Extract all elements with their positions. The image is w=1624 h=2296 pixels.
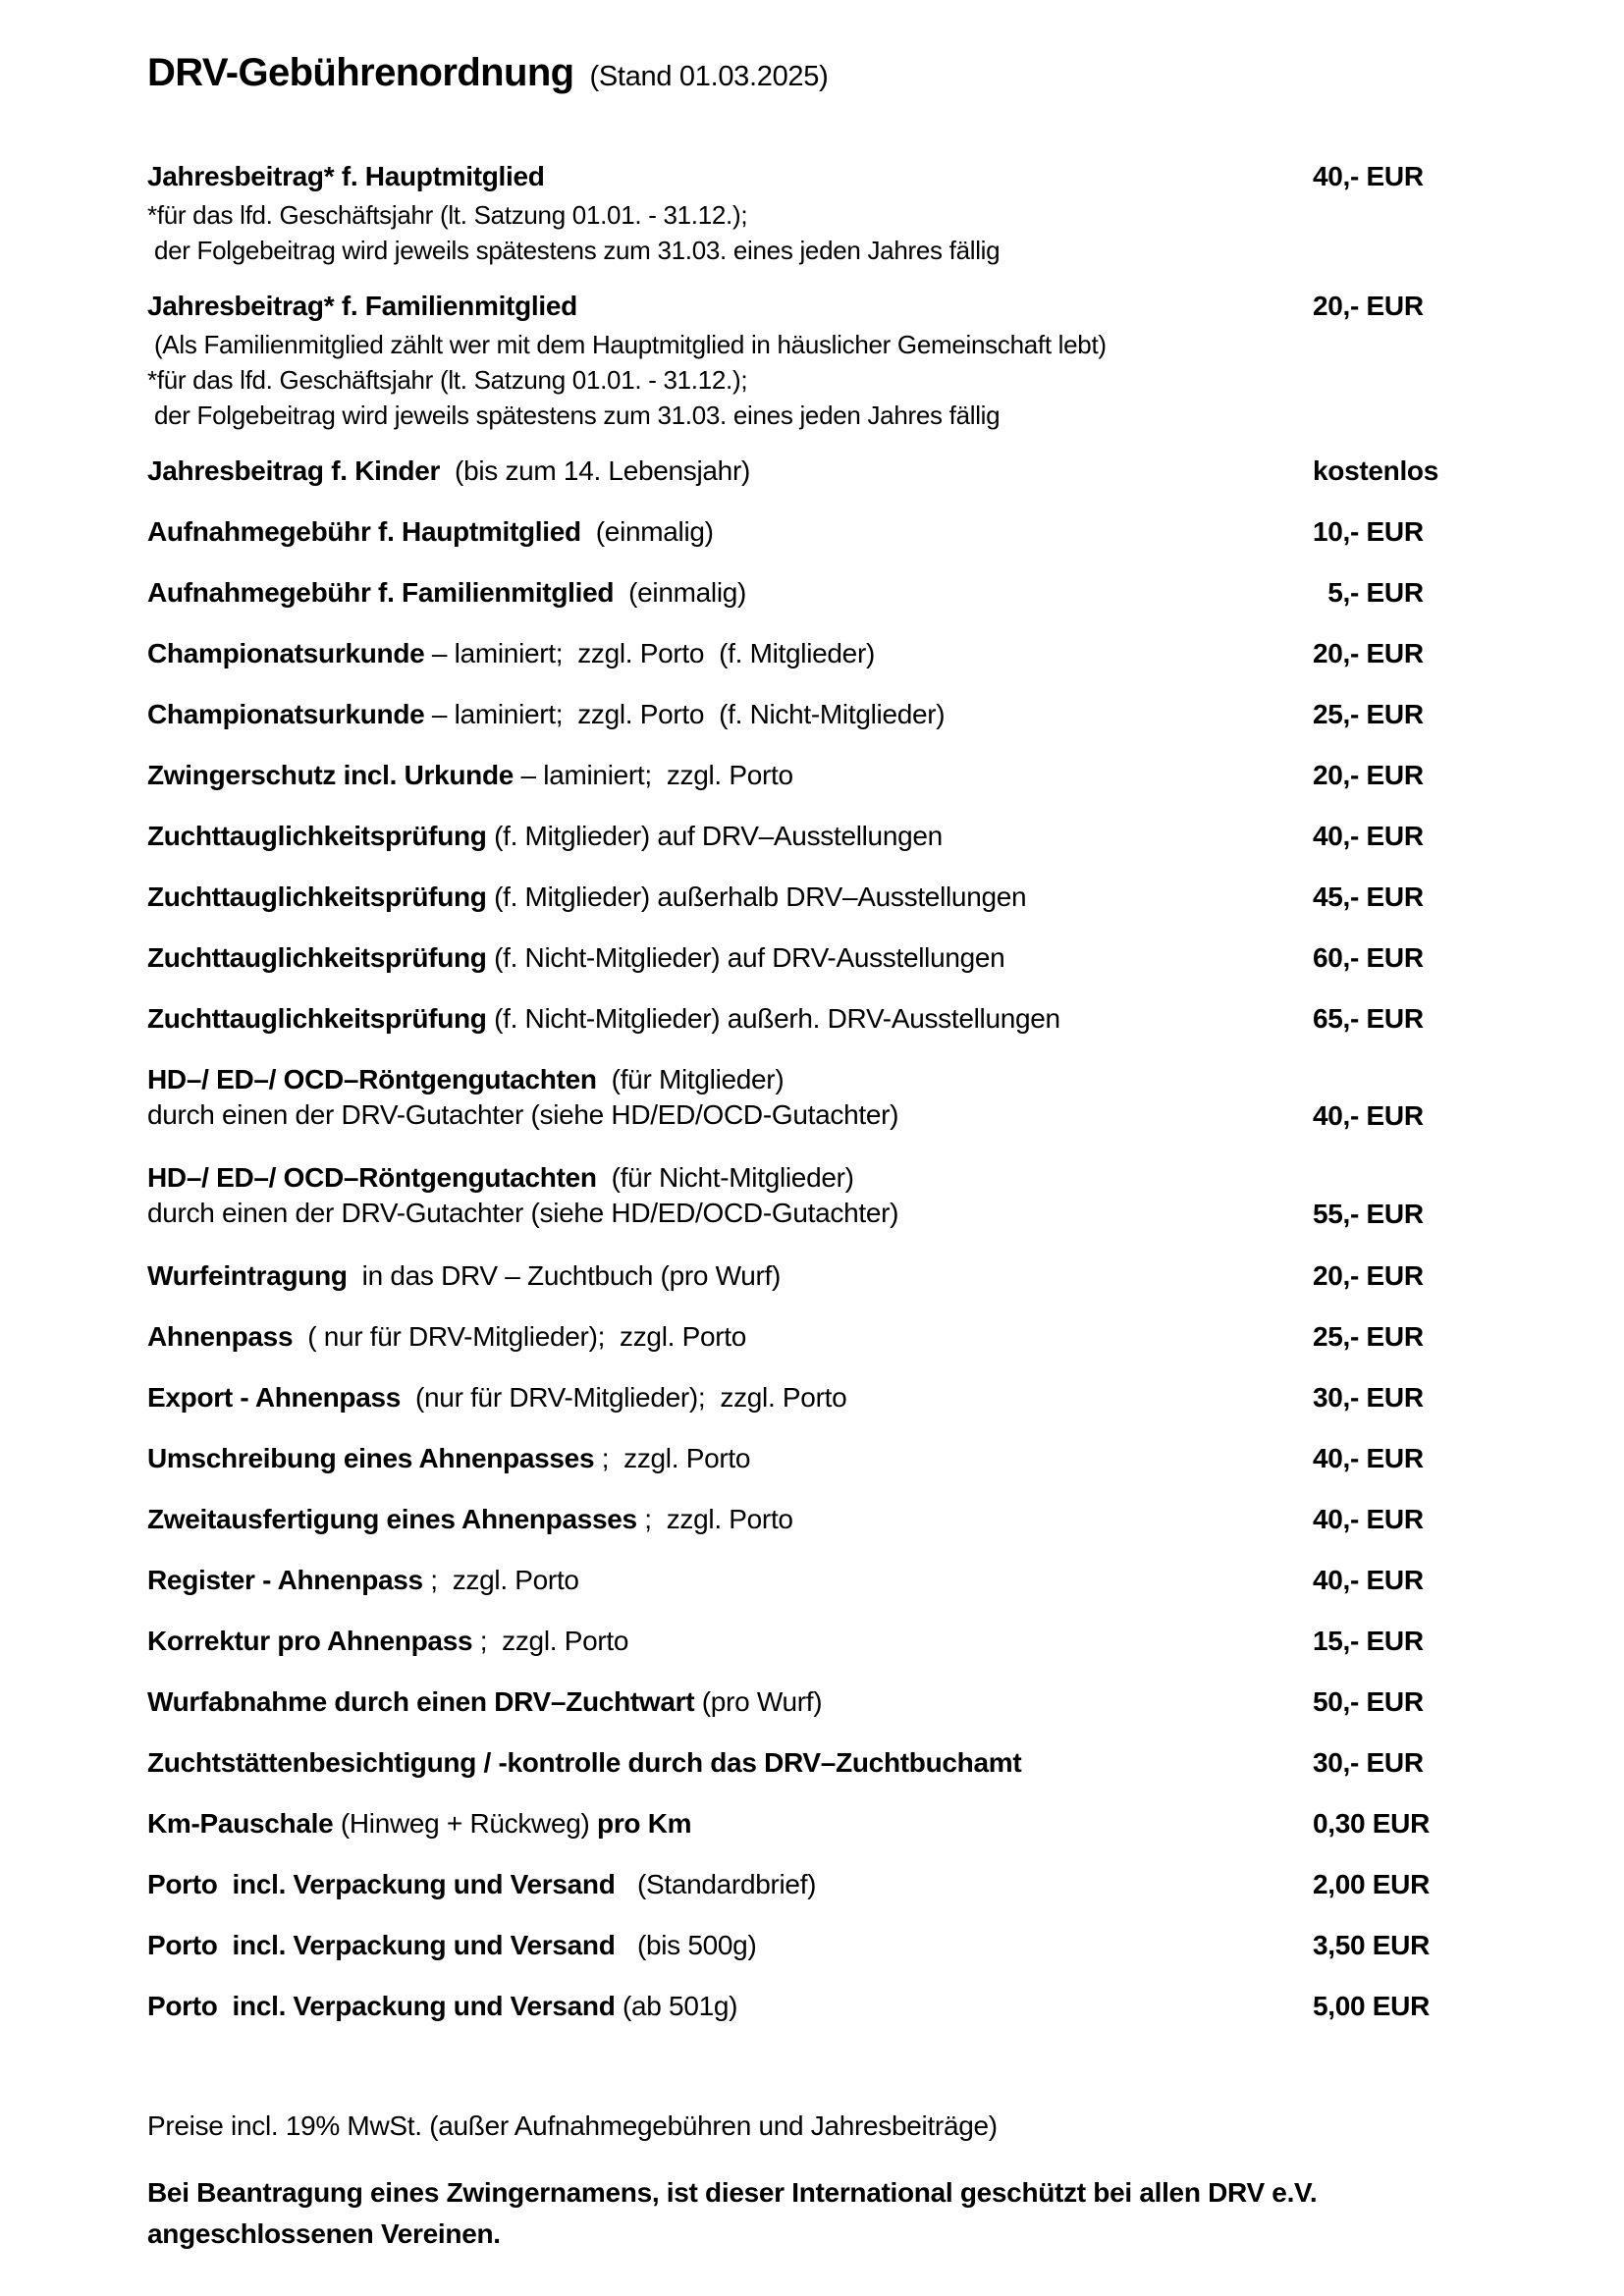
fee-item-name: Championatsurkunde: [147, 638, 425, 668]
fee-item-name: HD–/ ED–/ OCD–Röntgengutachten: [147, 1162, 597, 1193]
fee-price: 25,- EUR: [1313, 1321, 1424, 1352]
fee-item-detail: (Hinweg + Rückweg): [333, 1808, 598, 1839]
fee-price: 40,- EUR: [1313, 1443, 1424, 1473]
fee-item-line: [147, 160, 1276, 193]
fee-item-line: [147, 576, 1276, 610]
fee-price: 0,30 EUR: [1313, 1808, 1430, 1839]
fee-row: [147, 1990, 1565, 2023]
fee-item-name: Km-Pauschale: [147, 1808, 334, 1839]
document-content: [147, 47, 1565, 2255]
fee-list: [147, 160, 1565, 2023]
fee-item-name: Aufnahmegebühr f. Familienmitglied: [147, 577, 615, 608]
fee-item-name: Aufnahmegebühr f. Hauptmitglied: [147, 516, 581, 547]
fee-item-detail: (f. Nicht-Mitglieder) auf DRV-Ausstellungen: [486, 942, 1005, 973]
fee-price: 20,- EUR: [1313, 291, 1424, 321]
fee-item-name: Umschreibung eines Ahnenpasses: [147, 1443, 595, 1473]
fee-row: [147, 1929, 1565, 1962]
fee-item-line: [147, 759, 1276, 792]
fee-price: 50,- EUR: [1313, 1686, 1424, 1717]
fee-item-detail: (f. Mitglieder) auf DRV–Ausstellungen: [486, 821, 943, 851]
fee-item-line: [147, 1929, 1276, 1962]
fee-price: 30,- EUR: [1313, 1382, 1424, 1413]
document-header: [147, 47, 1565, 107]
fee-item-detail: ; zzgl. Porto: [636, 1504, 793, 1534]
fee-item-line: [147, 941, 1276, 975]
fee-row: [147, 637, 1565, 670]
fee-item-line: [147, 1868, 1276, 1901]
page-subtitle-date: (Stand 01.03.2025): [589, 61, 829, 92]
fee-item-second-line: durch einen der DRV-Gutachter (siehe HD/ED/OCD-Gutachter): [147, 1198, 899, 1228]
vat-note: Preise incl. 19% MwSt. (außer Aufnahmegebühren und Jahresbeiträge): [147, 2110, 998, 2141]
fee-row: [147, 1381, 1565, 1415]
fee-item-name: Jahresbeitrag* f. Hauptmitglied: [147, 161, 545, 191]
fee-row: [147, 1503, 1565, 1536]
fee-price: 40,- EUR: [1313, 821, 1424, 851]
fee-row: [147, 1259, 1565, 1293]
fee-price: 55,- EUR: [1313, 1199, 1424, 1229]
fee-row: [147, 1746, 1565, 1780]
page-title: DRV-Gebührenordnung: [147, 51, 574, 94]
fee-row: [147, 515, 1565, 549]
fee-item-line: [147, 1564, 1276, 1597]
fee-row: [147, 454, 1565, 488]
kennel-name-note: Bei Beantragung eines Zwingernamens, ist dieser International geschützt bei allen DRV e.V. angeschlossenen Vereinen.: [147, 2177, 1325, 2249]
fee-row: [147, 1685, 1565, 1719]
fee-row: [147, 759, 1565, 792]
fee-row: [147, 1807, 1565, 1841]
fee-item-line: [147, 1259, 1276, 1293]
fee-row: [147, 1161, 1565, 1231]
fee-item-name: HD–/ ED–/ OCD–Röntgengutachten: [147, 1064, 597, 1095]
fee-item-line: [147, 454, 1276, 488]
fee-item-line: [147, 1625, 1276, 1658]
fee-row: [147, 698, 1565, 731]
fee-item-detail: (f. Nicht-Mitglieder) außerh. DRV-Ausstellungen: [486, 1003, 1060, 1034]
fee-item-name: Porto incl. Verpackung und Versand: [147, 1991, 616, 2021]
fee-row: [147, 1063, 1565, 1133]
fee-item-line: [147, 1685, 1276, 1719]
fee-price: 65,- EUR: [1313, 1003, 1424, 1034]
fee-row: [147, 1320, 1565, 1354]
fee-item-name: Zuchttauglichkeitsprüfung: [147, 1003, 487, 1034]
fee-price: 40,- EUR: [1313, 1565, 1424, 1595]
fee-item-detail: – laminiert; zzgl. Porto: [514, 760, 793, 790]
fee-row: [147, 290, 1565, 433]
fee-price: 60,- EUR: [1313, 942, 1424, 973]
fee-row: [147, 1564, 1565, 1597]
fee-item-name: Ahnenpass: [147, 1321, 294, 1352]
fee-price: 40,- EUR: [1313, 1100, 1424, 1131]
fee-item-line: [147, 1746, 1276, 1780]
fee-item-name: Zuchttauglichkeitsprüfung: [147, 881, 487, 912]
fee-item-name: Zuchttauglichkeitsprüfung: [147, 821, 487, 851]
fee-item-line: [147, 1161, 1276, 1195]
fee-item-name: Export - Ahnenpass: [147, 1382, 402, 1413]
fee-row: [147, 820, 1565, 853]
fee-item-note-line: der Folgebeitrag wird jeweils spätestens zum 31.03. eines jeden Jahres fällig: [147, 400, 1001, 430]
fee-row: [147, 1442, 1565, 1475]
fee-item-detail: (nur für DRV-Mitglieder); zzgl. Porto: [401, 1382, 847, 1413]
fee-row: [147, 941, 1565, 975]
fee-item-detail: – laminiert; zzgl. Porto (f. Nicht-Mitglieder): [424, 699, 946, 729]
fee-item-detail: ; zzgl. Porto: [422, 1565, 579, 1595]
fee-row: [147, 881, 1565, 914]
fee-item-name: Jahresbeitrag f. Kinder: [147, 455, 441, 486]
fee-item-detail: (für Nicht-Mitglieder): [596, 1162, 854, 1193]
fee-item-name: Porto incl. Verpackung und Versand: [147, 1869, 616, 1899]
fee-price: 5,00 EUR: [1313, 1991, 1430, 2021]
fee-item-detail: (ab 501g): [615, 1991, 738, 2021]
fee-row: [147, 1002, 1565, 1036]
fee-price: 20,- EUR: [1313, 760, 1424, 790]
fee-item-name: Zuchtstättenbesichtigung / -kontrolle durch das DRV–Zuchtbuchamt: [147, 1747, 1022, 1778]
fee-item-line: [147, 698, 1276, 731]
fee-price: 20,- EUR: [1313, 1260, 1424, 1291]
fee-item-line: [147, 820, 1276, 853]
fee-item-detail: (Standardbrief): [615, 1869, 817, 1899]
fee-item-detail: (pro Wurf): [694, 1686, 823, 1717]
fee-item-name: Wurfabnahme durch einen DRV–Zuchtwart: [147, 1686, 695, 1717]
fee-item-line: [147, 1442, 1276, 1475]
fee-price: 40,- EUR: [1313, 161, 1424, 191]
fee-item-line: [147, 637, 1276, 670]
fee-price: 45,- EUR: [1313, 881, 1424, 912]
fee-item-detail: (einmalig): [614, 577, 747, 608]
fee-item-detail: in das DRV – Zuchtbuch (pro Wurf): [347, 1260, 782, 1291]
fee-item-note-line: (Als Familienmitglied zählt wer mit dem Hauptmitglied in häuslicher Gemeinschaft lebt): [147, 330, 1107, 359]
fee-item-second-line: durch einen der DRV-Gutachter (siehe HD/ED/OCD-Gutachter): [147, 1099, 899, 1130]
fee-item-name: Zwingerschutz incl. Urkunde: [147, 760, 514, 790]
fee-item-line: [147, 881, 1276, 914]
fee-item-detail: ( nur für DRV-Mitglieder); zzgl. Porto: [293, 1321, 747, 1352]
fee-item-detail: – laminiert; zzgl. Porto (f. Mitglieder): [424, 638, 875, 668]
fee-item-detail: (bis 500g): [615, 1930, 757, 1960]
fee-row: [147, 576, 1565, 610]
fee-price: 40,- EUR: [1313, 1504, 1424, 1534]
fee-item-name: Jahresbeitrag* f. Familienmitglied: [147, 291, 577, 321]
fee-item-line: [147, 1063, 1276, 1096]
fee-row: [147, 160, 1565, 268]
fee-price: kostenlos: [1313, 455, 1439, 486]
fee-item-name: Championatsurkunde: [147, 699, 425, 729]
fee-price: 30,- EUR: [1313, 1747, 1424, 1778]
fee-row: [147, 1868, 1565, 1901]
fee-price: 25,- EUR: [1313, 699, 1424, 729]
fee-item-line: [147, 1807, 1276, 1841]
fee-item-detail: ; zzgl. Porto: [594, 1443, 751, 1473]
fee-price: 10,- EUR: [1313, 516, 1424, 547]
fee-item-line: [147, 1381, 1276, 1415]
fee-item-name: Zuchttauglichkeitsprüfung: [147, 942, 487, 973]
fee-price: 5,- EUR: [1313, 577, 1424, 608]
fee-item-name: Wurfeintragung: [147, 1260, 348, 1291]
fee-item-note-line: der Folgebeitrag wird jeweils spätestens zum 31.03. eines jeden Jahres fällig: [147, 236, 1001, 265]
fee-price: 3,50 EUR: [1313, 1930, 1430, 1960]
fee-item-line: [147, 1002, 1276, 1036]
fee-item-name: Register - Ahnenpass: [147, 1565, 423, 1595]
fee-item-notes: [147, 327, 1565, 433]
fee-item-detail: (f. Mitglieder) außerhalb DRV–Ausstellungen: [486, 881, 1027, 912]
fee-item-detail: (bis zum 14. Lebensjahr): [440, 455, 751, 486]
fee-item-note-line: *für das lfd. Geschäftsjahr (lt. Satzung 01.01. - 31.12.);: [147, 200, 748, 230]
fee-item-line: [147, 290, 1276, 323]
fee-item-line: [147, 1990, 1276, 2023]
fee-item-line: [147, 1320, 1276, 1354]
fee-item-name: Porto incl. Verpackung und Versand: [147, 1930, 616, 1960]
fee-item-line: [147, 515, 1276, 549]
fee-item-line: [147, 1503, 1276, 1536]
fee-item-detail: ; zzgl. Porto: [472, 1626, 629, 1656]
fee-item-name: pro Km: [597, 1808, 692, 1839]
fee-price: 15,- EUR: [1313, 1626, 1424, 1656]
fee-item-note-line: *für das lfd. Geschäftsjahr (lt. Satzung 01.01. - 31.12.);: [147, 365, 748, 395]
fee-row: [147, 1625, 1565, 1658]
fee-price: 2,00 EUR: [1313, 1869, 1430, 1899]
fee-item-detail: (einmalig): [580, 516, 714, 547]
fee-price: 20,- EUR: [1313, 638, 1424, 668]
fee-item-detail: (für Mitglieder): [596, 1064, 785, 1095]
fee-item-notes: [147, 197, 1565, 268]
fee-item-name: Zweitausfertigung eines Ahnenpasses: [147, 1504, 637, 1534]
fee-item-name: Korrektur pro Ahnenpass: [147, 1626, 473, 1656]
